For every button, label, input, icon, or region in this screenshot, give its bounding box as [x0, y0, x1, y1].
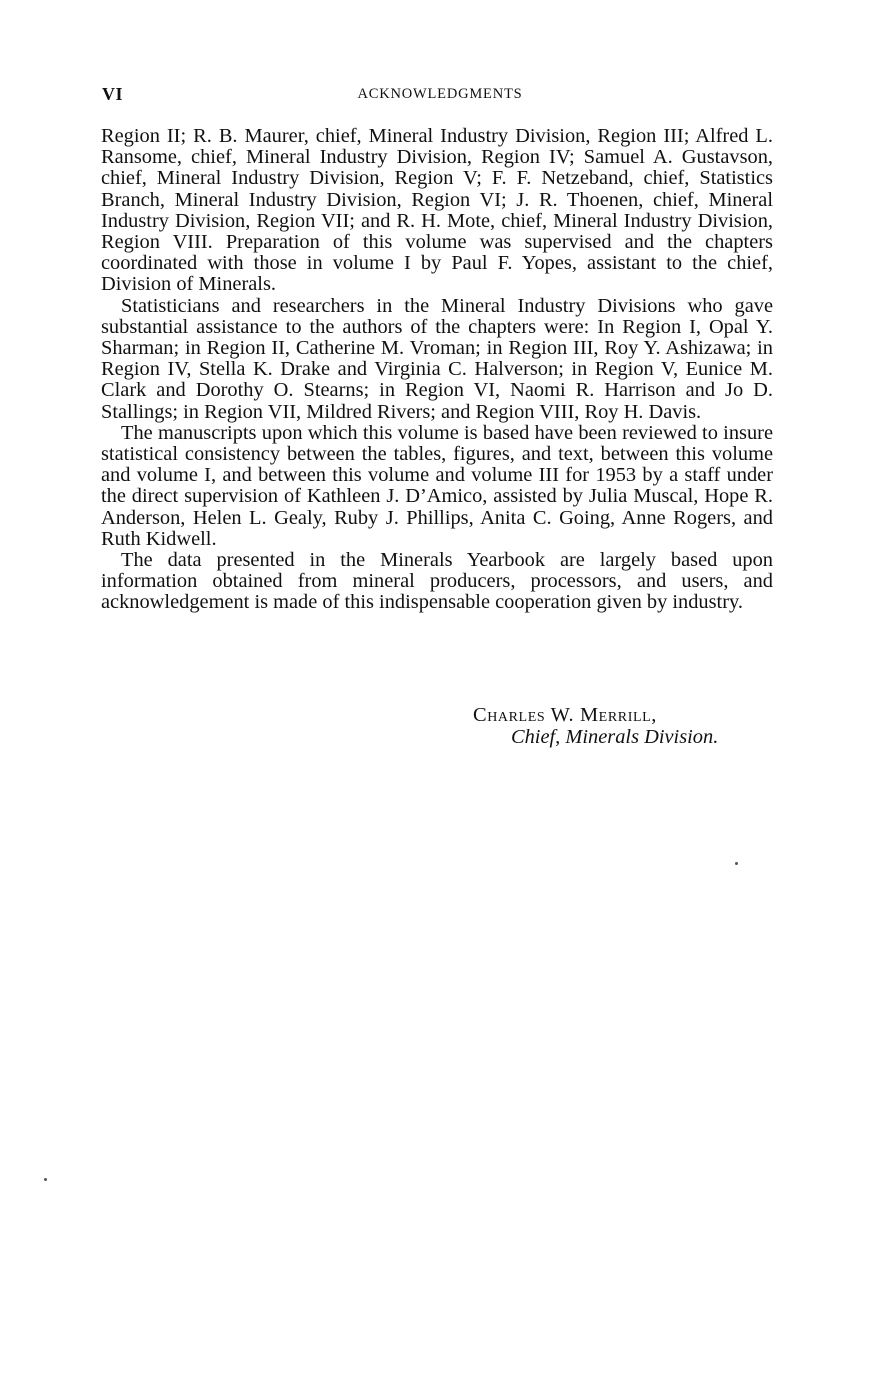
signature-title: Chief, Minerals Division.	[511, 726, 719, 748]
paragraph-data-sources: The data presented in the Minerals Yearbook are largely based upon information obtained from mineral producers, processors, and users, and acknowledgement is made of this indispensable cooperation given by industry.	[101, 549, 773, 614]
paragraph-statisticians: Statisticians and researchers in the Mineral Industry Divisions who gave substantial assistance to the authors of the chapters were: In Region I, Opal Y. Sharman; in Region II, Catherine M. Vroman; in Region III, Roy Y. Ashizawa; in Region IV, Stella K. Drake and Virginia C. Halverson; in Region V, Eunice M. Clark and Dorothy O. Stearns; in Region VI, Naomi R. Harrison and Jo D. Stallings; in Region VII, Mildred Rivers; and Region VIII, Roy H. Davis.	[101, 294, 773, 423]
page-number: VI	[102, 84, 124, 104]
running-head-text: ACKNOWLEDGMENTS	[357, 86, 523, 102]
paragraph-continued: Region II; R. B. Maurer, chief, Mineral Industry Division, Region III; Alfred L. Ransome, chief, Mineral Industry Division, Region IV; Samuel A. Gustavson, chief, Mineral Industry Division, Region V; F. F. Netzeband, chief, Statistics Branch, Mineral Industry Division, Region VI; J. R. Thoenen, chief, Mineral Industry Division, Region VII; and R. H. Mote, chief, Mineral Industry Division, Region VIII. Preparation of this volume was supervised and the chapters coordinated with those in volume I by Paul F. Yopes, assistant to the chief, Division of Minerals.	[101, 125, 773, 296]
scan-speck	[44, 1178, 47, 1181]
signature-name: Charles W. Merrill,	[473, 704, 657, 726]
acknowledgments-body	[101, 126, 773, 614]
signature-block	[101, 704, 751, 748]
scan-speck	[735, 862, 738, 865]
running-head	[0, 86, 870, 103]
paragraph-manuscripts: The manuscripts upon which this volume is based have been reviewed to insure statistical consistency between the tables, figures, and text, between this volume and volume I, and between this volume and volume III for 1953 by a staff under the direct supervision of Kathleen J. D’Amico, assisted by Julia Muscal, Hope R. Anderson, Helen L. Gealy, Ruby J. Phillips, Anita C. Going, Anne Rogers, and Ruth Kidwell.	[101, 421, 773, 550]
